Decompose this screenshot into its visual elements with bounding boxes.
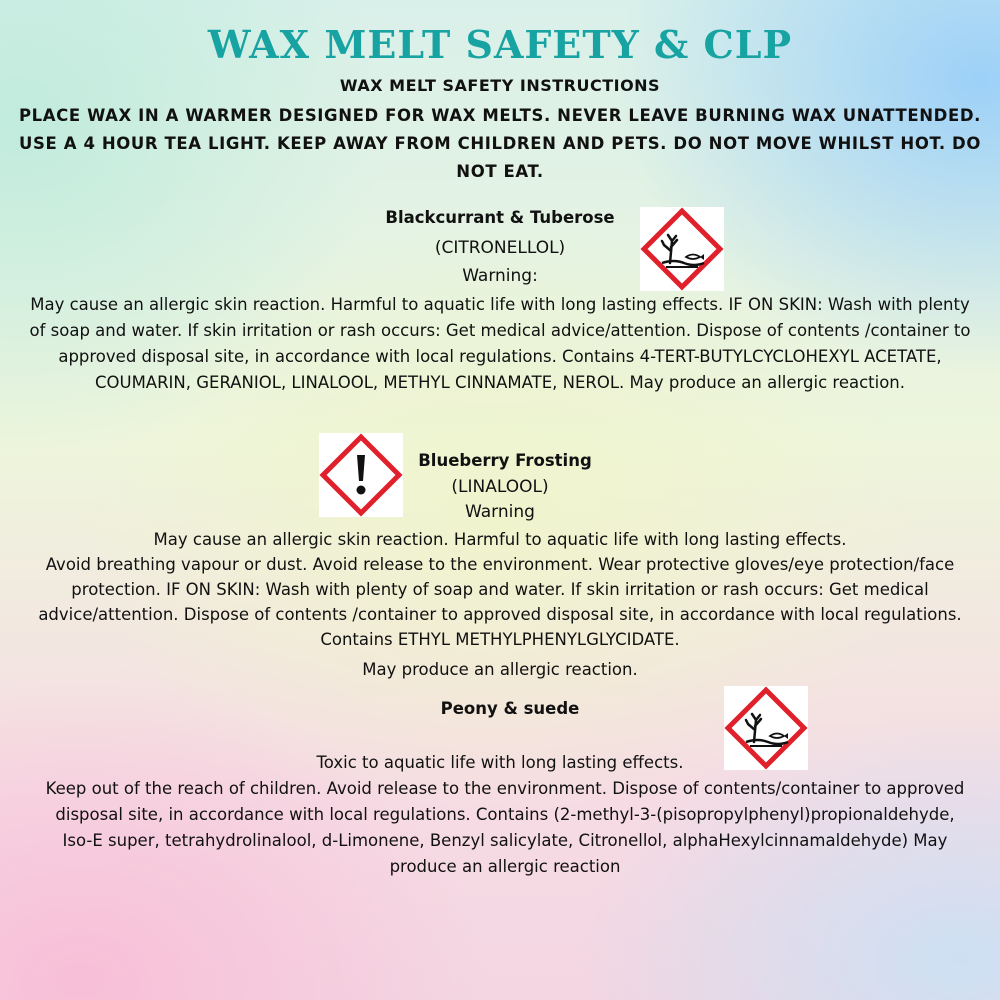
product-1-signal-word: Warning:	[462, 266, 538, 286]
product-2-pictogram	[319, 433, 403, 517]
product-2-name: Blueberry Frosting	[418, 451, 592, 470]
product-2-statement: Avoid breathing vapour or dust. Avoid release to the environment. Wear protective gloves/eye protection/face protection. IF ON SKIN: Wash with plenty of soap and water. If skin irritation or rash occurs: Get medical advice/attention. Dispose of contents /container to approved disposal site, in accordance with local regulations. Contains ETHYL METHYLPHENYLGLYCIDATE.	[38, 555, 962, 649]
exclamation-hazard-icon	[319, 433, 403, 517]
product-3-name: Peony & suede	[440, 699, 580, 718]
product-2-allergen: (LINALOOL)	[451, 477, 549, 497]
page-title: WAX MELT SAFETY & CLP	[207, 22, 793, 67]
product-1-name: Blackcurrant & Tuberose	[385, 208, 615, 227]
product-1-pictogram	[640, 207, 724, 291]
product-3-statement: Keep out of the reach of children. Avoid release to the environment. Dispose of contents/container to approved disposal site, in accordance with local regulations. Contains (2-methyl-3-(pisopropylphenyl)propionaldehyde, Iso-E super, tetrahydrolinalool, d-Limonene, Benzyl salicylate, Citronellol, alphaHexylcinnamaldehyde) May produce an allergic reaction	[45, 779, 965, 876]
product-2-statement-line1: May cause an allergic skin reaction. Harmful to aquatic life with long lasting effects.	[153, 530, 847, 549]
instructions-heading: WAX MELT SAFETY INSTRUCTIONS	[339, 76, 661, 95]
product-1-allergen: (CITRONELLOL)	[434, 238, 566, 258]
product-2-signal-word: Warning	[465, 502, 535, 522]
product-2-statement-last: May produce an allergic reaction.	[362, 660, 638, 679]
instructions-body: PLACE WAX IN A WARMER DESIGNED FOR WAX MELTS. NEVER LEAVE BURNING WAX UNATTENDED. USE A 4 HOUR TEA LIGHT. KEEP AWAY FROM CHILDREN AND PETS. DO NOT MOVE WHILST HOT. DO NOT EAT.	[18, 106, 981, 181]
product-1-statement: May cause an allergic skin reaction. Harmful to aquatic life with long lasting effects. IF ON SKIN: Wash with plenty of soap and water. If skin irritation or rash occurs: Get medical advice/attention. Dispose of contents /container to approved disposal site, in accordance with local regulations. Contains 4-TERT-BUTYLCYCLOHEXYL ACETATE, COUMARIN, GERANIOL, LINALOOL, METHYL CINNAMATE, NEROL. May produce an allergic reaction.	[29, 295, 971, 392]
environment-hazard-icon	[640, 207, 724, 291]
product-3-statement-line1: Toxic to aquatic life with long lasting effects.	[316, 753, 684, 772]
